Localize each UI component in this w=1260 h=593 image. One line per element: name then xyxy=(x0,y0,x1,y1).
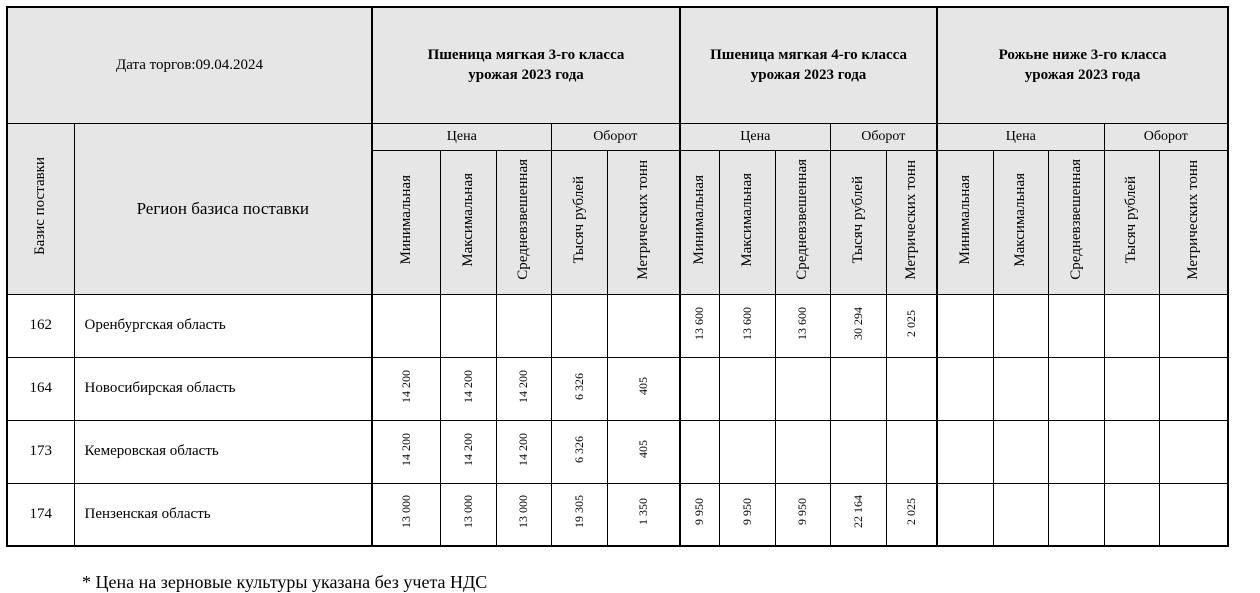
cell-value: 13 000 xyxy=(496,483,551,546)
col-ton: Метрических тонн xyxy=(886,150,937,294)
cell-value: 13 000 xyxy=(440,483,496,546)
col-max: Максимальная xyxy=(993,150,1048,294)
cell-value xyxy=(551,294,607,357)
cell-value xyxy=(830,357,886,420)
cell-value: 30 294 xyxy=(830,294,886,357)
cell-value xyxy=(937,357,993,420)
cell-value xyxy=(937,420,993,483)
price-group-1: Цена xyxy=(372,123,551,150)
col-ton: Метрических тонн xyxy=(1159,150,1228,294)
cell-value: 14 200 xyxy=(372,420,440,483)
cell-value xyxy=(440,294,496,357)
cell-value xyxy=(1159,483,1228,546)
trading-results-table xyxy=(6,6,1229,547)
col-avg: Средневзвешенная xyxy=(1048,150,1104,294)
table-row xyxy=(7,420,1228,483)
cell-value xyxy=(496,294,551,357)
footnote: * Цена на зерновые культуры указана без учета НДС xyxy=(82,572,488,592)
cell-value: 14 200 xyxy=(372,357,440,420)
crop-header-rye-3 xyxy=(937,7,1228,123)
basis-code: 174 xyxy=(7,483,74,546)
col-rub: Тысяч рублей xyxy=(551,150,607,294)
region-name: Пензенская область xyxy=(74,483,372,546)
basis-code: 162 xyxy=(7,294,74,357)
table-row xyxy=(7,294,1228,357)
trade-date: Дата торгов:09.04.2024 xyxy=(7,7,372,123)
cell-value: 13 600 xyxy=(719,294,775,357)
cell-value: 405 xyxy=(607,420,680,483)
cell-value xyxy=(993,420,1048,483)
region-header: Регион базиса поставки xyxy=(74,123,372,294)
cell-value: 2 025 xyxy=(886,294,937,357)
col-max: Максимальная xyxy=(440,150,496,294)
basis-header-label: Базис поставки xyxy=(32,157,49,255)
cell-value: 2 025 xyxy=(886,483,937,546)
col-rub: Тысяч рублей xyxy=(1104,150,1159,294)
cell-value xyxy=(372,294,440,357)
cell-value xyxy=(886,357,937,420)
cell-value xyxy=(993,294,1048,357)
cell-value: 13 000 xyxy=(372,483,440,546)
price-group-3: Цена xyxy=(937,123,1104,150)
cell-value: 9 950 xyxy=(680,483,719,546)
turnover-group-2: Оборот xyxy=(830,123,937,150)
cell-value xyxy=(1104,357,1159,420)
cell-value xyxy=(937,294,993,357)
cell-value: 1 350 xyxy=(607,483,680,546)
cell-value: 13 600 xyxy=(680,294,719,357)
table-row xyxy=(7,483,1228,546)
crop-header-wheat-3-line2: урожая 2023 года xyxy=(468,67,584,84)
crop-header-wheat-4 xyxy=(680,7,937,123)
crop-header-wheat-4-line2: урожая 2023 года xyxy=(750,67,867,84)
price-group-2: Цена xyxy=(680,123,830,150)
cell-value xyxy=(719,357,775,420)
cell-value xyxy=(937,483,993,546)
turnover-group-3: Оборот xyxy=(1104,123,1228,150)
basis-code: 173 xyxy=(7,420,74,483)
col-max: Максимальная xyxy=(719,150,775,294)
cell-value xyxy=(830,420,886,483)
basis-header xyxy=(7,123,74,294)
cell-value: 22 164 xyxy=(830,483,886,546)
region-name: Кемеровская область xyxy=(74,420,372,483)
table-row xyxy=(7,357,1228,420)
cell-value xyxy=(607,294,680,357)
col-avg: Средневзвешенная xyxy=(775,150,830,294)
crop-header-wheat-3 xyxy=(372,7,680,123)
cell-value xyxy=(1048,357,1104,420)
cell-value xyxy=(886,420,937,483)
cell-value xyxy=(680,357,719,420)
cell-value xyxy=(1104,483,1159,546)
cell-value xyxy=(1048,483,1104,546)
cell-value: 6 326 xyxy=(551,420,607,483)
cell-value: 19 305 xyxy=(551,483,607,546)
cell-value: 13 600 xyxy=(775,294,830,357)
crop-header-wheat-3-line1: Пшеница мягкая 3-го класса xyxy=(427,47,625,64)
col-min: Минимальная xyxy=(372,150,440,294)
turnover-group-1: Оборот xyxy=(551,123,680,150)
cell-value xyxy=(680,420,719,483)
cell-value xyxy=(1104,294,1159,357)
cell-value: 14 200 xyxy=(496,420,551,483)
crop-header-wheat-4-line1: Пшеница мягкая 4-го класса xyxy=(710,47,907,64)
cell-value xyxy=(1104,420,1159,483)
cell-value: 14 200 xyxy=(496,357,551,420)
crop-header-rye-3-line1: Рожьне ниже 3-го класса xyxy=(998,47,1167,64)
cell-value: 9 950 xyxy=(719,483,775,546)
col-rub: Тысяч рублей xyxy=(830,150,886,294)
cell-value xyxy=(1159,357,1228,420)
cell-value xyxy=(993,357,1048,420)
crop-header-rye-3-line2: урожая 2023 года xyxy=(1024,67,1141,84)
cell-value xyxy=(775,357,830,420)
cell-value xyxy=(1159,294,1228,357)
basis-code: 164 xyxy=(7,357,74,420)
cell-value: 14 200 xyxy=(440,357,496,420)
col-min: Минимальная xyxy=(937,150,993,294)
cell-value xyxy=(1048,420,1104,483)
cell-value: 9 950 xyxy=(775,483,830,546)
col-avg: Средневзвешенная xyxy=(496,150,551,294)
cell-value: 14 200 xyxy=(440,420,496,483)
cell-value: 6 326 xyxy=(551,357,607,420)
cell-value xyxy=(993,483,1048,546)
col-min: Минимальная xyxy=(680,150,719,294)
cell-value: 405 xyxy=(607,357,680,420)
region-name: Оренбургская область xyxy=(74,294,372,357)
region-name: Новосибирская область xyxy=(74,357,372,420)
col-ton: Метрических тонн xyxy=(607,150,680,294)
cell-value xyxy=(1159,420,1228,483)
cell-value xyxy=(719,420,775,483)
cell-value xyxy=(775,420,830,483)
cell-value xyxy=(1048,294,1104,357)
